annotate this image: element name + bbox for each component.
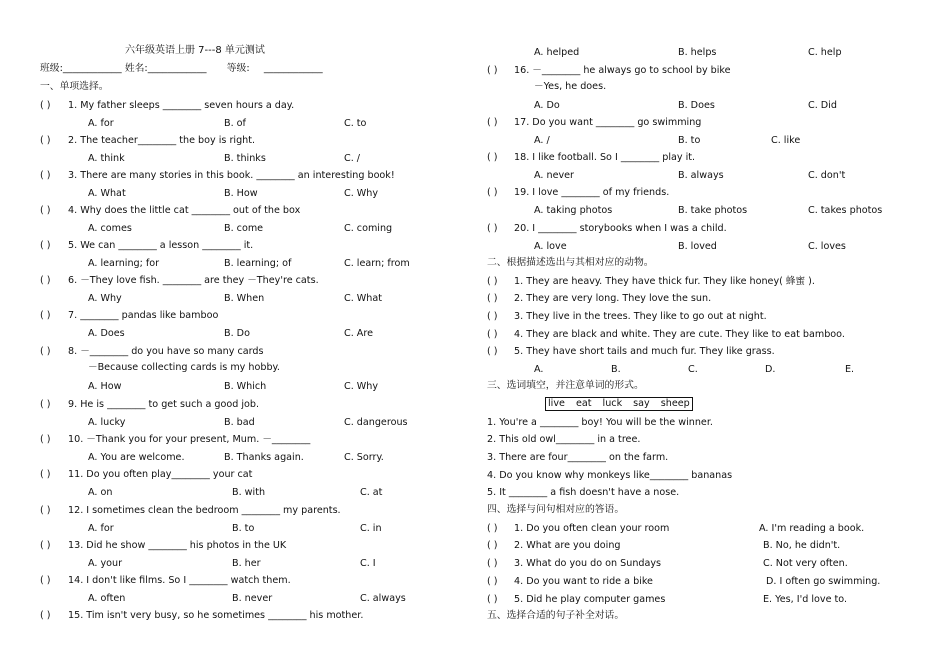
answer-paren[interactable]: ( ) (487, 65, 498, 76)
answer-paren[interactable]: ( ) (487, 293, 498, 304)
section1-heading: 一、单项选择。 (40, 81, 109, 92)
question-text: 15. Tim isn't very busy, so he sometimes ________ his mother. (68, 610, 364, 621)
animal-letter-b: B. (611, 364, 621, 375)
option-c[interactable]: C. I (360, 558, 376, 569)
answer-paren[interactable]: ( ) (487, 187, 498, 198)
question-text: 8. －________ do you have so many cards (68, 346, 264, 357)
option-c[interactable]: C. learn; from (344, 258, 410, 269)
question-text: 1. Do you often clean your room (514, 523, 670, 534)
option-c[interactable]: C. like (771, 135, 801, 146)
option-a[interactable]: A. How (88, 381, 122, 392)
option-b[interactable]: B. learning; of (224, 258, 292, 269)
option-c[interactable]: C. What (344, 293, 383, 304)
option-c[interactable]: C. in (360, 523, 382, 534)
option-a[interactable]: A. never (534, 170, 575, 181)
option-a[interactable]: A. What (88, 188, 126, 199)
description-text: 2. They are very long. They love the sun. (514, 293, 712, 304)
option-c[interactable]: C. loves (808, 241, 846, 252)
answer-paren[interactable]: ( ) (40, 346, 51, 357)
question-text: 19. I love ________ of my friends. (514, 187, 670, 198)
section3-heading: 三、选词填空，并注意单词的形式。 (487, 380, 644, 391)
question-text: 12. I sometimes clean the bedroom ________ my parents. (68, 505, 341, 516)
option-b[interactable]: B. Which (224, 381, 267, 392)
option-c[interactable]: C. coming (344, 223, 393, 234)
question-text: 9. He is ________ to get such a good job. (68, 399, 260, 410)
option-a[interactable]: A. learning; for (88, 258, 160, 269)
animal-letter-d: D. (765, 364, 776, 375)
option-b[interactable]: B. Does (678, 100, 715, 111)
option-c[interactable]: C. takes photos (808, 205, 883, 216)
question-text: 16. －________ he always go to school by bike (514, 65, 731, 76)
option-b[interactable]: B. Do (224, 328, 250, 339)
option-b[interactable]: B. When (224, 293, 265, 304)
question-text: 5. We can ________ a lesson ________ it. (68, 240, 254, 251)
answer-paren[interactable]: ( ) (487, 523, 498, 534)
question-text: 13. Did he show ________ his photos in the UK (68, 540, 287, 551)
option-c[interactable]: C. / (344, 153, 361, 164)
option-b[interactable]: B. bad (224, 417, 255, 428)
option-a[interactable]: A. Do (534, 100, 560, 111)
answer-choice: A. I'm reading a book. (759, 523, 865, 534)
animal-letter-e: E. (845, 364, 855, 375)
question-text-line2: －Because collecting cards is my hobby. (88, 362, 280, 373)
answer-paren[interactable]: ( ) (40, 310, 51, 321)
answer-choice: E. Yes, I'd love to. (763, 594, 848, 605)
option-a[interactable]: A. comes (88, 223, 132, 234)
option-b[interactable]: B. thinks (224, 153, 266, 164)
question-text: 14. I don't like films. So I ________ watch them. (68, 575, 291, 586)
answer-paren[interactable]: ( ) (40, 469, 51, 480)
question-text: 10. －Thank you for your present, Mum. －________ (68, 434, 311, 445)
description-text: 5. They have short tails and much fur. They like grass. (514, 346, 775, 357)
option-b[interactable]: B. loved (678, 241, 717, 252)
question-text: 3. What do you do on Sundays (514, 558, 662, 569)
animal-letter-a: A. (534, 364, 544, 375)
animal-letter-c: C. (688, 364, 698, 375)
q15-option-a[interactable]: A. helped (534, 47, 580, 58)
answer-choice: B. No, he didn't. (763, 540, 841, 551)
student-info (40, 62, 323, 75)
answer-paren[interactable]: ( ) (40, 170, 51, 181)
answer-paren[interactable]: ( ) (40, 575, 51, 586)
option-b[interactable]: B. How (224, 188, 258, 199)
option-b[interactable]: B. her (232, 558, 261, 569)
option-b[interactable]: B. Thanks again. (224, 452, 304, 463)
answer-paren[interactable]: ( ) (487, 329, 498, 340)
option-b[interactable]: B. to (232, 523, 255, 534)
question-text: 1. My father sleeps ________ seven hours a day. (68, 100, 295, 111)
answer-choice: C. Not very often. (763, 558, 848, 569)
fill-blank-item: 1. You're a ________ boy! You will be the winner. (487, 417, 713, 428)
name-label: 姓名: (124, 63, 148, 74)
answer-choice: D. I often go swimming. (766, 576, 881, 587)
option-a[interactable]: A. for (88, 118, 114, 129)
question-text: 4. Why does the little cat ________ out of the box (68, 205, 301, 216)
answer-paren[interactable]: ( ) (487, 152, 498, 163)
answer-paren[interactable]: ( ) (40, 505, 51, 516)
page-title: 六年级英语上册 7---8 单元测试 (125, 45, 265, 56)
question-text: 11. Do you often play________ your cat (68, 469, 253, 480)
description-text: 3. They live in the trees. They like to go out at night. (514, 311, 767, 322)
option-b[interactable]: B. take photos (678, 205, 748, 216)
question-text: 4. Do you want to ride a bike (514, 576, 653, 587)
option-a[interactable]: A. on (88, 487, 113, 498)
answer-paren[interactable]: ( ) (487, 594, 498, 605)
q15-option-c[interactable]: C. help (808, 47, 842, 58)
option-a[interactable]: A. You are welcome. (88, 452, 185, 463)
question-text: 5. Did he play computer games (514, 594, 666, 605)
option-c[interactable]: C. dangerous (344, 417, 408, 428)
grade-blank[interactable]: ____________ (263, 63, 323, 74)
answer-paren[interactable]: ( ) (40, 540, 51, 551)
option-b[interactable]: B. never (232, 593, 273, 604)
answer-paren[interactable]: ( ) (487, 558, 498, 569)
option-a[interactable]: A. Why (88, 293, 122, 304)
answer-paren[interactable]: ( ) (40, 100, 51, 111)
question-text: 2. What are you doing (514, 540, 621, 551)
option-a[interactable]: A. your (88, 558, 123, 569)
grade-label: 等级: (226, 63, 250, 74)
option-c[interactable]: C. always (360, 593, 406, 604)
answer-paren[interactable]: ( ) (487, 276, 498, 287)
option-a[interactable]: A. think (88, 153, 125, 164)
question-text: 18. I like football. So I ________ play it. (514, 152, 696, 163)
answer-paren[interactable]: ( ) (40, 399, 51, 410)
option-a[interactable]: A. love (534, 241, 567, 252)
answer-paren[interactable]: ( ) (487, 311, 498, 322)
answer-paren[interactable]: ( ) (487, 346, 498, 357)
answer-paren[interactable]: ( ) (487, 576, 498, 587)
question-text-line2: －Yes, he does. (534, 81, 607, 92)
option-b[interactable]: B. of (224, 118, 246, 129)
option-a[interactable]: A. lucky (88, 417, 126, 428)
answer-paren[interactable]: ( ) (40, 135, 51, 146)
answer-paren[interactable]: ( ) (40, 610, 51, 621)
section4-heading: 四、选择与问句相对应的答语。 (487, 504, 625, 515)
option-b[interactable]: B. come (224, 223, 264, 234)
answer-paren[interactable]: ( ) (487, 540, 498, 551)
q15-option-b[interactable]: B. helps (678, 47, 717, 58)
option-c[interactable]: C. Sorry. (344, 452, 384, 463)
answer-paren[interactable]: ( ) (40, 240, 51, 251)
option-c[interactable]: C. Did (808, 100, 837, 111)
option-b[interactable]: B. with (232, 487, 266, 498)
fill-blank-item: 3. There are four________ on the farm. (487, 452, 669, 463)
option-a[interactable]: A. often (88, 593, 126, 604)
fill-blank-item: 5. It ________ a fish doesn't have a nose. (487, 487, 680, 498)
option-c[interactable]: C. Are (344, 328, 373, 339)
fill-blank-item: 4. Do you know why monkeys like________ bananas (487, 470, 733, 481)
answer-paren[interactable]: ( ) (487, 117, 498, 128)
section5-heading: 五、选择合适的句子补全对话。 (487, 610, 625, 621)
answer-paren[interactable]: ( ) (40, 275, 51, 286)
class-blank[interactable]: ____________ (62, 63, 122, 74)
answer-paren[interactable]: ( ) (487, 223, 498, 234)
fill-blank-item: 2. This old owl________ in a tree. (487, 434, 641, 445)
option-b[interactable]: B. to (678, 135, 701, 146)
option-a[interactable]: A. for (88, 523, 114, 534)
option-c[interactable]: C. at (360, 487, 383, 498)
option-c[interactable]: C. don't (808, 170, 846, 181)
answer-paren[interactable]: ( ) (40, 434, 51, 445)
description-text: 1. They are heavy. They have thick fur. They like honey( 蜂蜜 ). (514, 276, 815, 287)
question-text: 20. I ________ storybooks when I was a child. (514, 223, 727, 234)
option-a[interactable]: A. Does (88, 328, 125, 339)
option-a[interactable]: A. / (534, 135, 550, 146)
option-b[interactable]: B. always (678, 170, 724, 181)
option-c[interactable]: C. Why (344, 381, 379, 392)
section2-heading: 二、根据描述选出与其相对应的动物。 (487, 257, 654, 268)
option-c[interactable]: C. to (344, 118, 367, 129)
question-text: 17. Do you want ________ go swimming (514, 117, 702, 128)
description-text: 4. They are black and white. They are cute. They like to eat bamboo. (514, 329, 845, 340)
question-text: 3. There are many stories in this book. ________ an interesting book! (68, 170, 395, 181)
class-label: 班级: (40, 63, 63, 74)
option-a[interactable]: A. taking photos (534, 205, 613, 216)
word-bank: live eat luck say sheep (545, 397, 693, 411)
name-blank[interactable]: ____________ (147, 63, 207, 74)
question-text: 6. －They love fish. ________ are they －They're cats. (68, 275, 319, 286)
answer-paren[interactable]: ( ) (40, 205, 51, 216)
option-c[interactable]: C. Why (344, 188, 379, 199)
question-text: 7. ________ pandas like bamboo (68, 310, 219, 321)
question-text: 2. The teacher________ the boy is right. (68, 135, 256, 146)
